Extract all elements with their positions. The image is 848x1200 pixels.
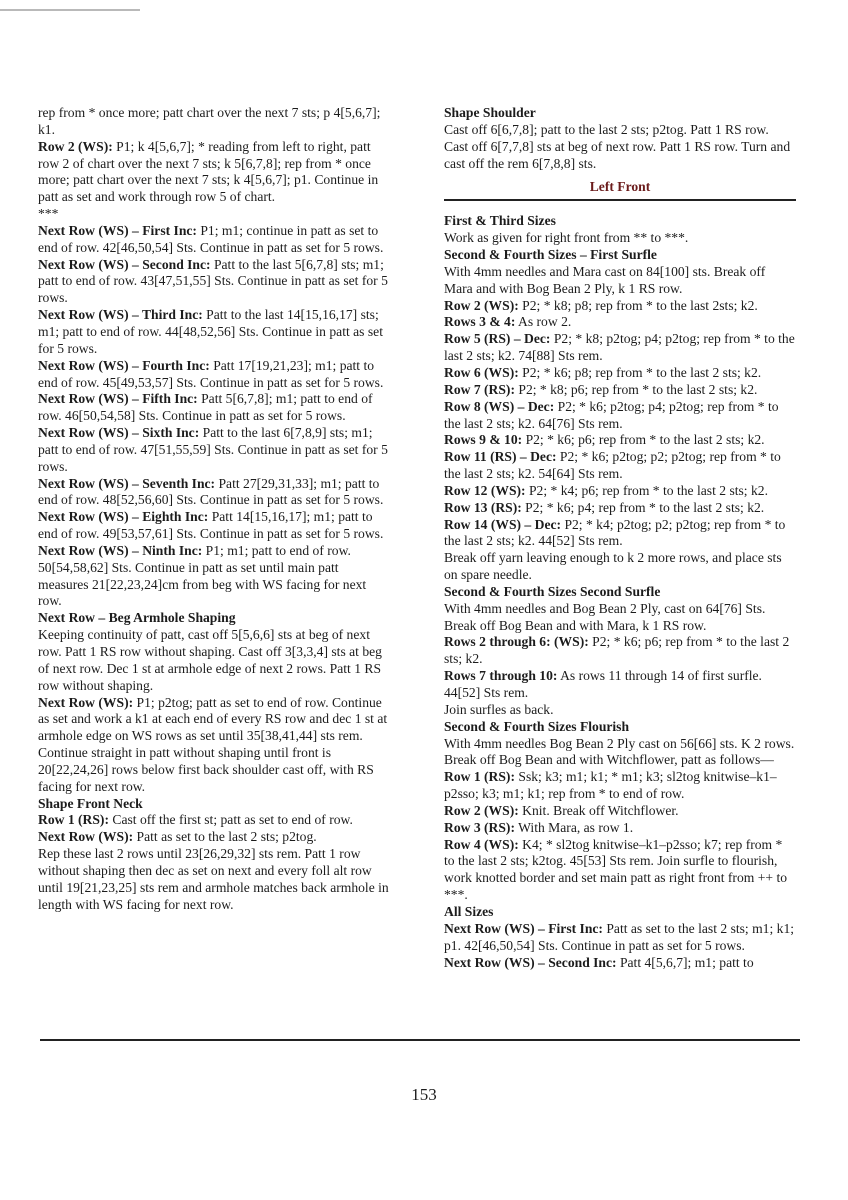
instruction-text: P2; * k4; p6; rep from * to the last 2 sts; k2. (525, 482, 768, 498)
instruction-paragraph (38, 139, 391, 206)
instruction-text: P2; * k4; p2tog; p2; p2tog; rep from * to the last 2 sts; k2. 44[52] Sts rem. (444, 516, 786, 549)
instruction-paragraph (38, 206, 391, 223)
instruction-text: Patt to the last 6[7,8,9] sts; m1; patt to end of row. 47[51,55,59] Sts. Continue in patt as set for 5 rows. (38, 425, 388, 474)
instruction-label: Next Row (WS) – First Inc: (444, 920, 603, 936)
instruction-label: Row 5 (RS) – Dec: (444, 331, 551, 347)
instruction-paragraph (38, 257, 391, 308)
instruction-paragraph (444, 122, 796, 173)
instruction-text: Patt 4[5,6,7]; m1; patt to (616, 954, 754, 970)
instruction-label: Row 6 (WS): (444, 364, 519, 380)
instruction-text: Work as given for right front from ** to ***. (444, 230, 689, 246)
instruction-paragraph (38, 829, 391, 846)
instruction-label: Rows 3 & 4: (444, 314, 516, 330)
instruction-paragraph (444, 449, 796, 483)
instruction-paragraph (38, 610, 391, 627)
instruction-label: Next Row (WS): (38, 694, 134, 710)
instruction-label: Row 3 (RS): (444, 819, 515, 835)
instruction-text: Rep these last 2 rows until 23[26,29,32] sts rem. Patt 1 row without shaping then dec as set on next and every foll alt row until 19[21,23,25] sts rem and armhole matches back armhole in length with WS facing for next row. (38, 846, 389, 912)
instruction-text: P2; * k8; p6; rep from * to the last 2 sts; k2. (514, 381, 758, 397)
top-decorative-rule (0, 9, 140, 11)
instruction-paragraph (38, 307, 391, 358)
instruction-text: With Mara, as row 1. (514, 819, 634, 835)
instruction-paragraph (444, 820, 796, 837)
instruction-label: All Sizes (444, 903, 494, 919)
instruction-text: With 4mm needles and Mara cast on 84[100] sts. Break off Mara and with Bog Bean 2 Ply, k 1 RS row. (444, 263, 766, 296)
instruction-label: Row 11 (RS) – Dec: (444, 449, 557, 465)
instruction-paragraph (38, 509, 391, 543)
instruction-paragraph (444, 483, 796, 500)
instruction-text: K4; * sl2tog knitwise–k1–p2sso; k7; rep from * to the last 2 sts; k2tog. 45[53] Sts rem. Join surfle to flourish, work knotted border and set main patt as right front from ++ to ***. (444, 836, 788, 903)
instruction-label: Rows 9 & 10: (444, 432, 523, 448)
instruction-text: Cast off 6[6,7,8]; patt to the last 2 sts; p2tog. Patt 1 RS row. Cast off 6[7,7,8] sts at beg of next row. Patt 1 RS row. Turn and cast off the rem 6[7,8,8] sts. (444, 121, 791, 171)
instruction-text: Patt to the last 5[6,7,8] sts; m1; patt to end of row. 43[47,51,55] Sts. Continue in patt as set for 5 rows. (38, 256, 388, 306)
instruction-paragraph (38, 846, 391, 913)
instruction-text: With 4mm needles Bog Bean 2 Ply cast on 56[66] sts. K 2 rows. Break off Bog Bean and with Witchflower, patt as follows— (444, 735, 795, 768)
instruction-paragraph (38, 812, 391, 829)
instruction-text: Keeping continuity of patt, cast off 5[5,6,6] sts at beg of next row. Patt 1 RS row without shaping. Cast off 3[3,3,4] sts at beg of next row. Dec 1 st at armhole edge of next 2 rows. Patt 1 RS row without shaping. (38, 627, 382, 693)
left-column (38, 105, 391, 914)
instruction-text: Patt as set to the last 2 sts; p2tog. (133, 829, 317, 845)
instruction-label: Row 2 (WS): (38, 138, 113, 154)
instruction-text: Patt 5[6,7,8]; m1; patt to end of row. 46[50,54,58] Sts. Continue in patt as set for 5 rows. (38, 391, 373, 424)
instruction-paragraph (444, 399, 796, 433)
instruction-paragraph (444, 247, 796, 264)
section-title-rule (444, 199, 796, 201)
instruction-text: Patt 17[19,21,23]; m1; patt to end of row. 45[49,53,57] Sts. Continue in patt as set for 5 rows. (38, 357, 384, 390)
instruction-label: Next Row (WS) – Second Inc: (444, 954, 617, 970)
instruction-text: P2; * k6; p8; rep from * to the last 2 sts; k2. (518, 364, 762, 380)
instruction-paragraph (444, 517, 796, 551)
section-title-left-front: Left Front (589, 179, 651, 195)
instruction-label: Row 14 (WS) – Dec: (444, 516, 562, 532)
instruction-label: Rows 2 through 6: (WS): (444, 634, 589, 650)
page-number: 153 (411, 1085, 437, 1104)
instruction-label: Next Row – Beg Armhole Shaping (38, 610, 236, 626)
instruction-paragraph (38, 627, 391, 694)
instruction-paragraph (444, 432, 796, 449)
instruction-text: *** (38, 206, 59, 222)
instruction-label: Next Row (WS) – Sixth Inc: (38, 425, 200, 441)
instruction-paragraph (444, 264, 796, 298)
instruction-text: As rows 11 through 14 of first surfle. 44[52] Sts rem. (444, 668, 762, 700)
instruction-paragraph (38, 695, 391, 796)
instruction-paragraph (38, 796, 391, 813)
instruction-label: Row 1 (RS): (38, 812, 109, 828)
instruction-paragraph (444, 921, 796, 955)
instruction-text: P2; * k6; p4; rep from * to the last 2 sts; k2. (521, 499, 765, 515)
instruction-label: Second & Fourth Sizes Flourish (444, 718, 630, 734)
instruction-paragraph (444, 230, 796, 247)
instruction-paragraph (38, 223, 391, 257)
instruction-text: P2; * k6; p6; rep from * to the last 2 sts; k2. (522, 432, 765, 448)
instruction-label: Next Row (WS) – Second Inc: (38, 256, 211, 272)
instruction-paragraph (444, 105, 796, 122)
instruction-label: Next Row (WS) – First Inc: (38, 222, 197, 238)
instruction-text: P2; * k8; p8; rep from * to the last 2sts; k2. (518, 297, 758, 313)
instruction-text: P1; m1; patt to end of row. 50[54,58,62] Sts. Continue in patt as set until main patt measures 21[22,23,24]cm from beg with WS facing for next row. (38, 542, 367, 609)
bottom-rule (40, 1039, 800, 1041)
instruction-label: Row 12 (WS): (444, 482, 526, 498)
instruction-text: P2; * k6; p2tog; p4; p2tog; rep from * to the last 2 sts; k2. 64[76] Sts rem. (444, 398, 779, 431)
instruction-text: Ssk; k3; m1; k1; * m1; k3; sl2tog knitwise–k1–p2sso; k3; m1; k1; rep from * to end of row. (444, 769, 777, 802)
instruction-paragraph (38, 105, 391, 139)
left-front-section (444, 213, 796, 971)
instruction-label: Second & Fourth Sizes – First Surfle (444, 247, 657, 263)
instruction-paragraph (38, 476, 391, 510)
instruction-label: Row 13 (RS): (444, 499, 522, 515)
instruction-paragraph (444, 601, 796, 635)
instruction-paragraph (444, 331, 796, 365)
right-column (444, 105, 796, 971)
instruction-paragraph (444, 365, 796, 382)
instruction-text: P1; p2tog; patt as set to end of row. Continue as set and work a k1 at each end of every RS row and dec 1 st at armhole edge on WS rows as set until 35[38,41,44] sts rem. Continue straight in patt without shaping until front is 20[22,24,26] rows below first back shoulder cast off, with RS facing for next row. (38, 694, 388, 794)
instruction-label: Next Row (WS) – Third Inc: (38, 307, 203, 323)
instruction-text: As row 2. (515, 314, 572, 330)
instruction-text: P1; k 4[5,6,7]; * reading from left to right, patt row 2 of chart over the next 7 sts; k 5[6,7,8]; rep from * once more; patt chart over the next 7 sts; k 4[5,6,7]; p1. Continue in patt as set and work through row 5 of chart. (38, 138, 379, 205)
instruction-paragraph (444, 803, 796, 820)
instruction-paragraph (444, 634, 796, 668)
instruction-paragraph (444, 837, 796, 904)
instruction-label: Next Row (WS): (38, 829, 134, 845)
instruction-label: Row 1 (RS): (444, 769, 515, 785)
instruction-label: Next Row (WS) – Seventh Inc: (38, 475, 216, 491)
instruction-text: Join surfles as back. (444, 701, 554, 717)
instruction-paragraph (444, 550, 796, 584)
instruction-label: Second & Fourth Sizes Second Surfle (444, 583, 661, 599)
instruction-paragraph (38, 543, 391, 610)
instruction-label: Shape Front Neck (38, 795, 143, 811)
instruction-paragraph (444, 584, 796, 601)
instruction-text: Patt as set to the last 2 sts; m1; k1; p1. 42[46,50,54] Sts. Continue in patt as set for 5 rows. (444, 920, 795, 953)
instruction-text: Patt to the last 14[15,16,17] sts; m1; patt to end of row. 44[48,52,56] Sts. Continue in patt as set for 5 rows. (38, 307, 383, 356)
instruction-label: Row 2 (WS): (444, 297, 519, 313)
instruction-paragraph (444, 702, 796, 719)
instruction-paragraph (444, 769, 796, 803)
instruction-paragraph (444, 736, 796, 770)
instruction-paragraph (38, 425, 391, 476)
instruction-label: Row 8 (WS) – Dec: (444, 398, 555, 414)
instruction-paragraph (444, 382, 796, 399)
instruction-paragraph (38, 391, 391, 425)
instruction-text: rep from * once more; patt chart over the next 7 sts; p 4[5,6,7]; k1. (38, 105, 381, 137)
instruction-paragraph (444, 955, 796, 972)
instruction-text: Patt 27[29,31,33]; m1; patt to end of row. 48[52,56,60] Sts. Continue in patt as set for 5 rows. (38, 475, 384, 508)
instruction-label: Shape Shoulder (444, 105, 536, 120)
instruction-label: Row 2 (WS): (444, 802, 519, 818)
instruction-paragraph (444, 500, 796, 517)
shape-shoulder-section (444, 105, 796, 172)
instruction-paragraph (444, 668, 796, 702)
instruction-label: Next Row (WS) – Eighth Inc: (38, 509, 209, 525)
instruction-text: Patt 14[15,16,17]; m1; patt to end of row. 49[53,57,61] Sts. Continue in patt as set for 5 rows. (38, 509, 384, 542)
instruction-text: P2; * k6; p2tog; p2; p2tog; rep from * to the last 2 sts; k2. 54[64] Sts rem. (444, 449, 781, 482)
instruction-paragraph (444, 904, 796, 921)
instruction-text: Knit. Break off Witchflower. (518, 802, 679, 818)
instruction-paragraph (444, 298, 796, 315)
instruction-text: Cast off the first st; patt as set to end of row. (108, 812, 353, 828)
instruction-label: Next Row (WS) – Fourth Inc: (38, 357, 210, 373)
instruction-label: Next Row (WS) – Ninth Inc: (38, 542, 203, 558)
instruction-paragraph (444, 314, 796, 331)
instruction-text: Break off yarn leaving enough to k 2 more rows, and place sts on spare needle. (444, 550, 782, 583)
instruction-text: P2; * k6; p6; rep from * to the last 2 sts; k2. (444, 634, 790, 667)
instruction-text: With 4mm needles and Bog Bean 2 Ply, cast on 64[76] Sts. Break off Bog Bean and with Mara, k 1 RS row. (444, 600, 766, 633)
instruction-text: P1; m1; continue in patt as set to end of row. 42[46,50,54] Sts. Continue in patt as set for 5 rows. (38, 222, 384, 255)
instruction-text: P2; * k8; p2tog; p4; p2tog; rep from * to the last 2 sts; k2. 74[88] Sts rem. (444, 331, 795, 364)
instruction-paragraph (444, 213, 796, 230)
instruction-label: First & Third Sizes (444, 213, 556, 229)
instruction-label: Rows 7 through 10: (444, 668, 558, 684)
instruction-paragraph (38, 358, 391, 392)
instruction-label: Next Row (WS) – Fifth Inc: (38, 391, 198, 407)
instruction-label: Row 7 (RS): (444, 381, 515, 397)
instruction-paragraph (444, 719, 796, 736)
instruction-label: Row 4 (WS): (444, 836, 519, 852)
